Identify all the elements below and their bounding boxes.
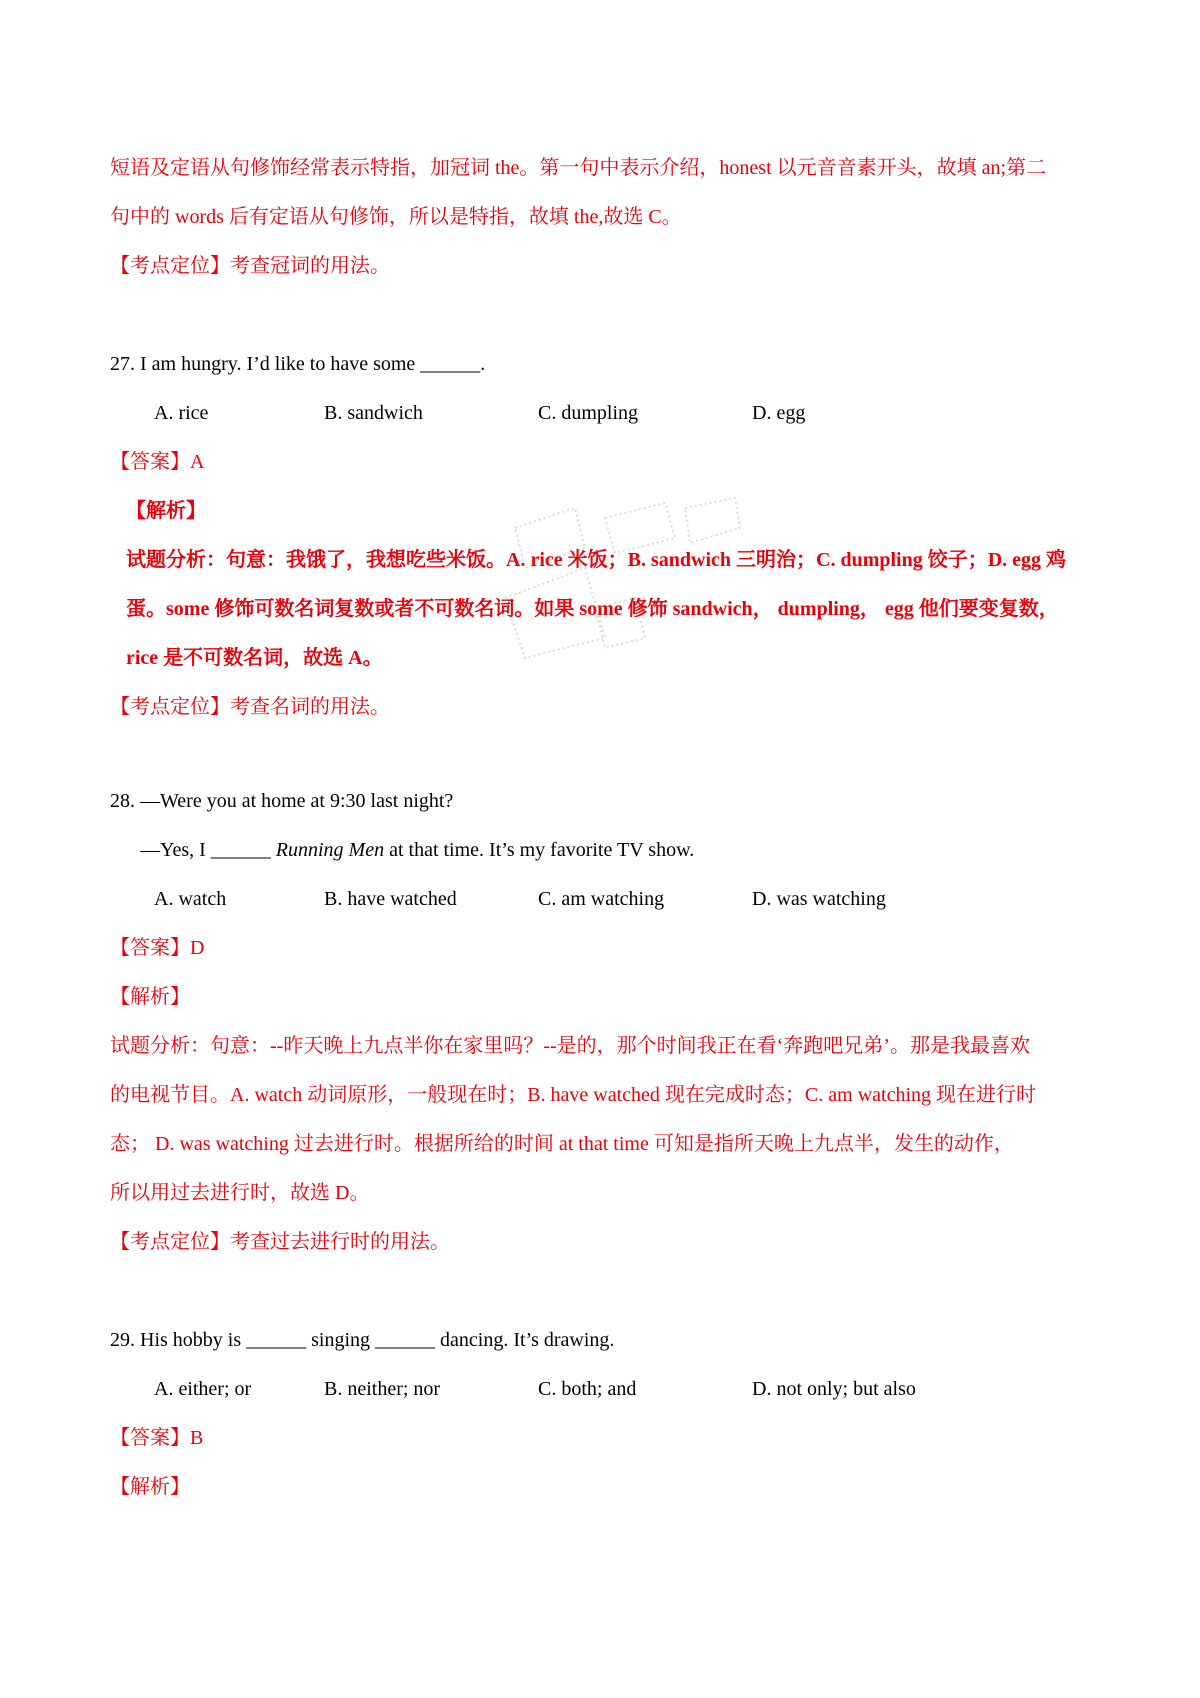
watermark-stamp xyxy=(495,488,745,668)
q28-reply-title: Running Men xyxy=(275,839,385,861)
q28-option-d: D. was watching xyxy=(752,888,886,910)
q29-option-a: A. either; or xyxy=(154,1378,252,1400)
prev-explanation-line-1: 短语及定语从句修饰经常表示特指，加冠词 the。第一句中表示介绍，honest 以元音音素开头，故填 an;第二 xyxy=(110,157,1047,179)
q27-option-c: C. dumpling xyxy=(538,402,639,424)
q29-answer: 【答案】B xyxy=(110,1427,204,1449)
q27-kaodian: 【考点定位】考查名词的用法。 xyxy=(110,696,390,718)
q27-jiexi-label: 【解析】 xyxy=(126,500,206,522)
q27-answer: 【答案】A xyxy=(110,451,205,473)
q29-stem: 29. His hobby is ______ singing ______ dancing. It’s drawing. xyxy=(110,1329,615,1351)
q29-jiexi-label: 【解析】 xyxy=(110,1476,190,1498)
prev-explanation-line-2: 句中的 words 后有定语从句修饰，所以是特指，故填 the,故选 C。 xyxy=(110,206,682,228)
q29-option-d: D. not only; but also xyxy=(752,1378,916,1400)
q28-option-b: B. have watched xyxy=(324,888,457,910)
q27-option-d: D. egg xyxy=(752,402,806,424)
q27-analysis-line-2: 蛋。some 修饰可数名词复数或者不可数名词。如果 some 修饰 sandwich， dumpling， egg 他们要变复数， xyxy=(126,598,1059,620)
q28-analysis-line-2: 的电视节目。A. watch 动词原形，一般现在时；B. have watched 现在完成时态；C. am watching 现在进行时 xyxy=(110,1084,1037,1106)
q28-jiexi-label: 【解析】 xyxy=(110,986,190,1008)
q29-option-c: C. both; and xyxy=(538,1378,637,1400)
q28-option-c: C. am watching xyxy=(538,888,665,910)
q28-reply-before: —Yes, I ______ xyxy=(140,839,276,861)
q28-kaodian: 【考点定位】考查过去进行时的用法。 xyxy=(110,1231,450,1253)
q28-stem-reply xyxy=(140,836,694,864)
q27-option-a: A. rice xyxy=(154,402,209,424)
prev-kaodian: 【考点定位】考查冠词的用法。 xyxy=(110,255,390,277)
q28-stem: 28. —Were you at home at 9:30 last night? xyxy=(110,790,454,812)
q28-reply-after: at that time. It’s my favorite TV show. xyxy=(384,839,695,861)
q27-stem: 27. I am hungry. I’d like to have some ______. xyxy=(110,353,486,375)
q28-analysis-line-1: 试题分析：句意：--昨天晚上九点半你在家里吗？--是的，那个时间我正在看‘奔跑吧兄弟’。那是我最喜欢 xyxy=(110,1035,1030,1057)
q28-option-a: A. watch xyxy=(154,888,227,910)
q29-option-b: B. neither; nor xyxy=(324,1378,441,1400)
q27-option-b: B. sandwich xyxy=(324,402,423,424)
q28-answer: 【答案】D xyxy=(110,937,205,959)
q28-analysis-line-4: 所以用过去进行时，故选 D。 xyxy=(110,1182,370,1204)
q27-analysis-line-3: rice 是不可数名词，故选 A。 xyxy=(126,647,383,669)
q28-analysis-line-3: 态； D. was watching 过去进行时。根据所给的时间 at that time 可知是指所天晚上九点半，发生的动作， xyxy=(110,1133,1014,1155)
q27-analysis-line-1: 试题分析：句意：我饿了，我想吃些米饭。A. rice 米饭；B. sandwich 三明治；C. dumpling 饺子；D. egg 鸡 xyxy=(126,549,1067,571)
